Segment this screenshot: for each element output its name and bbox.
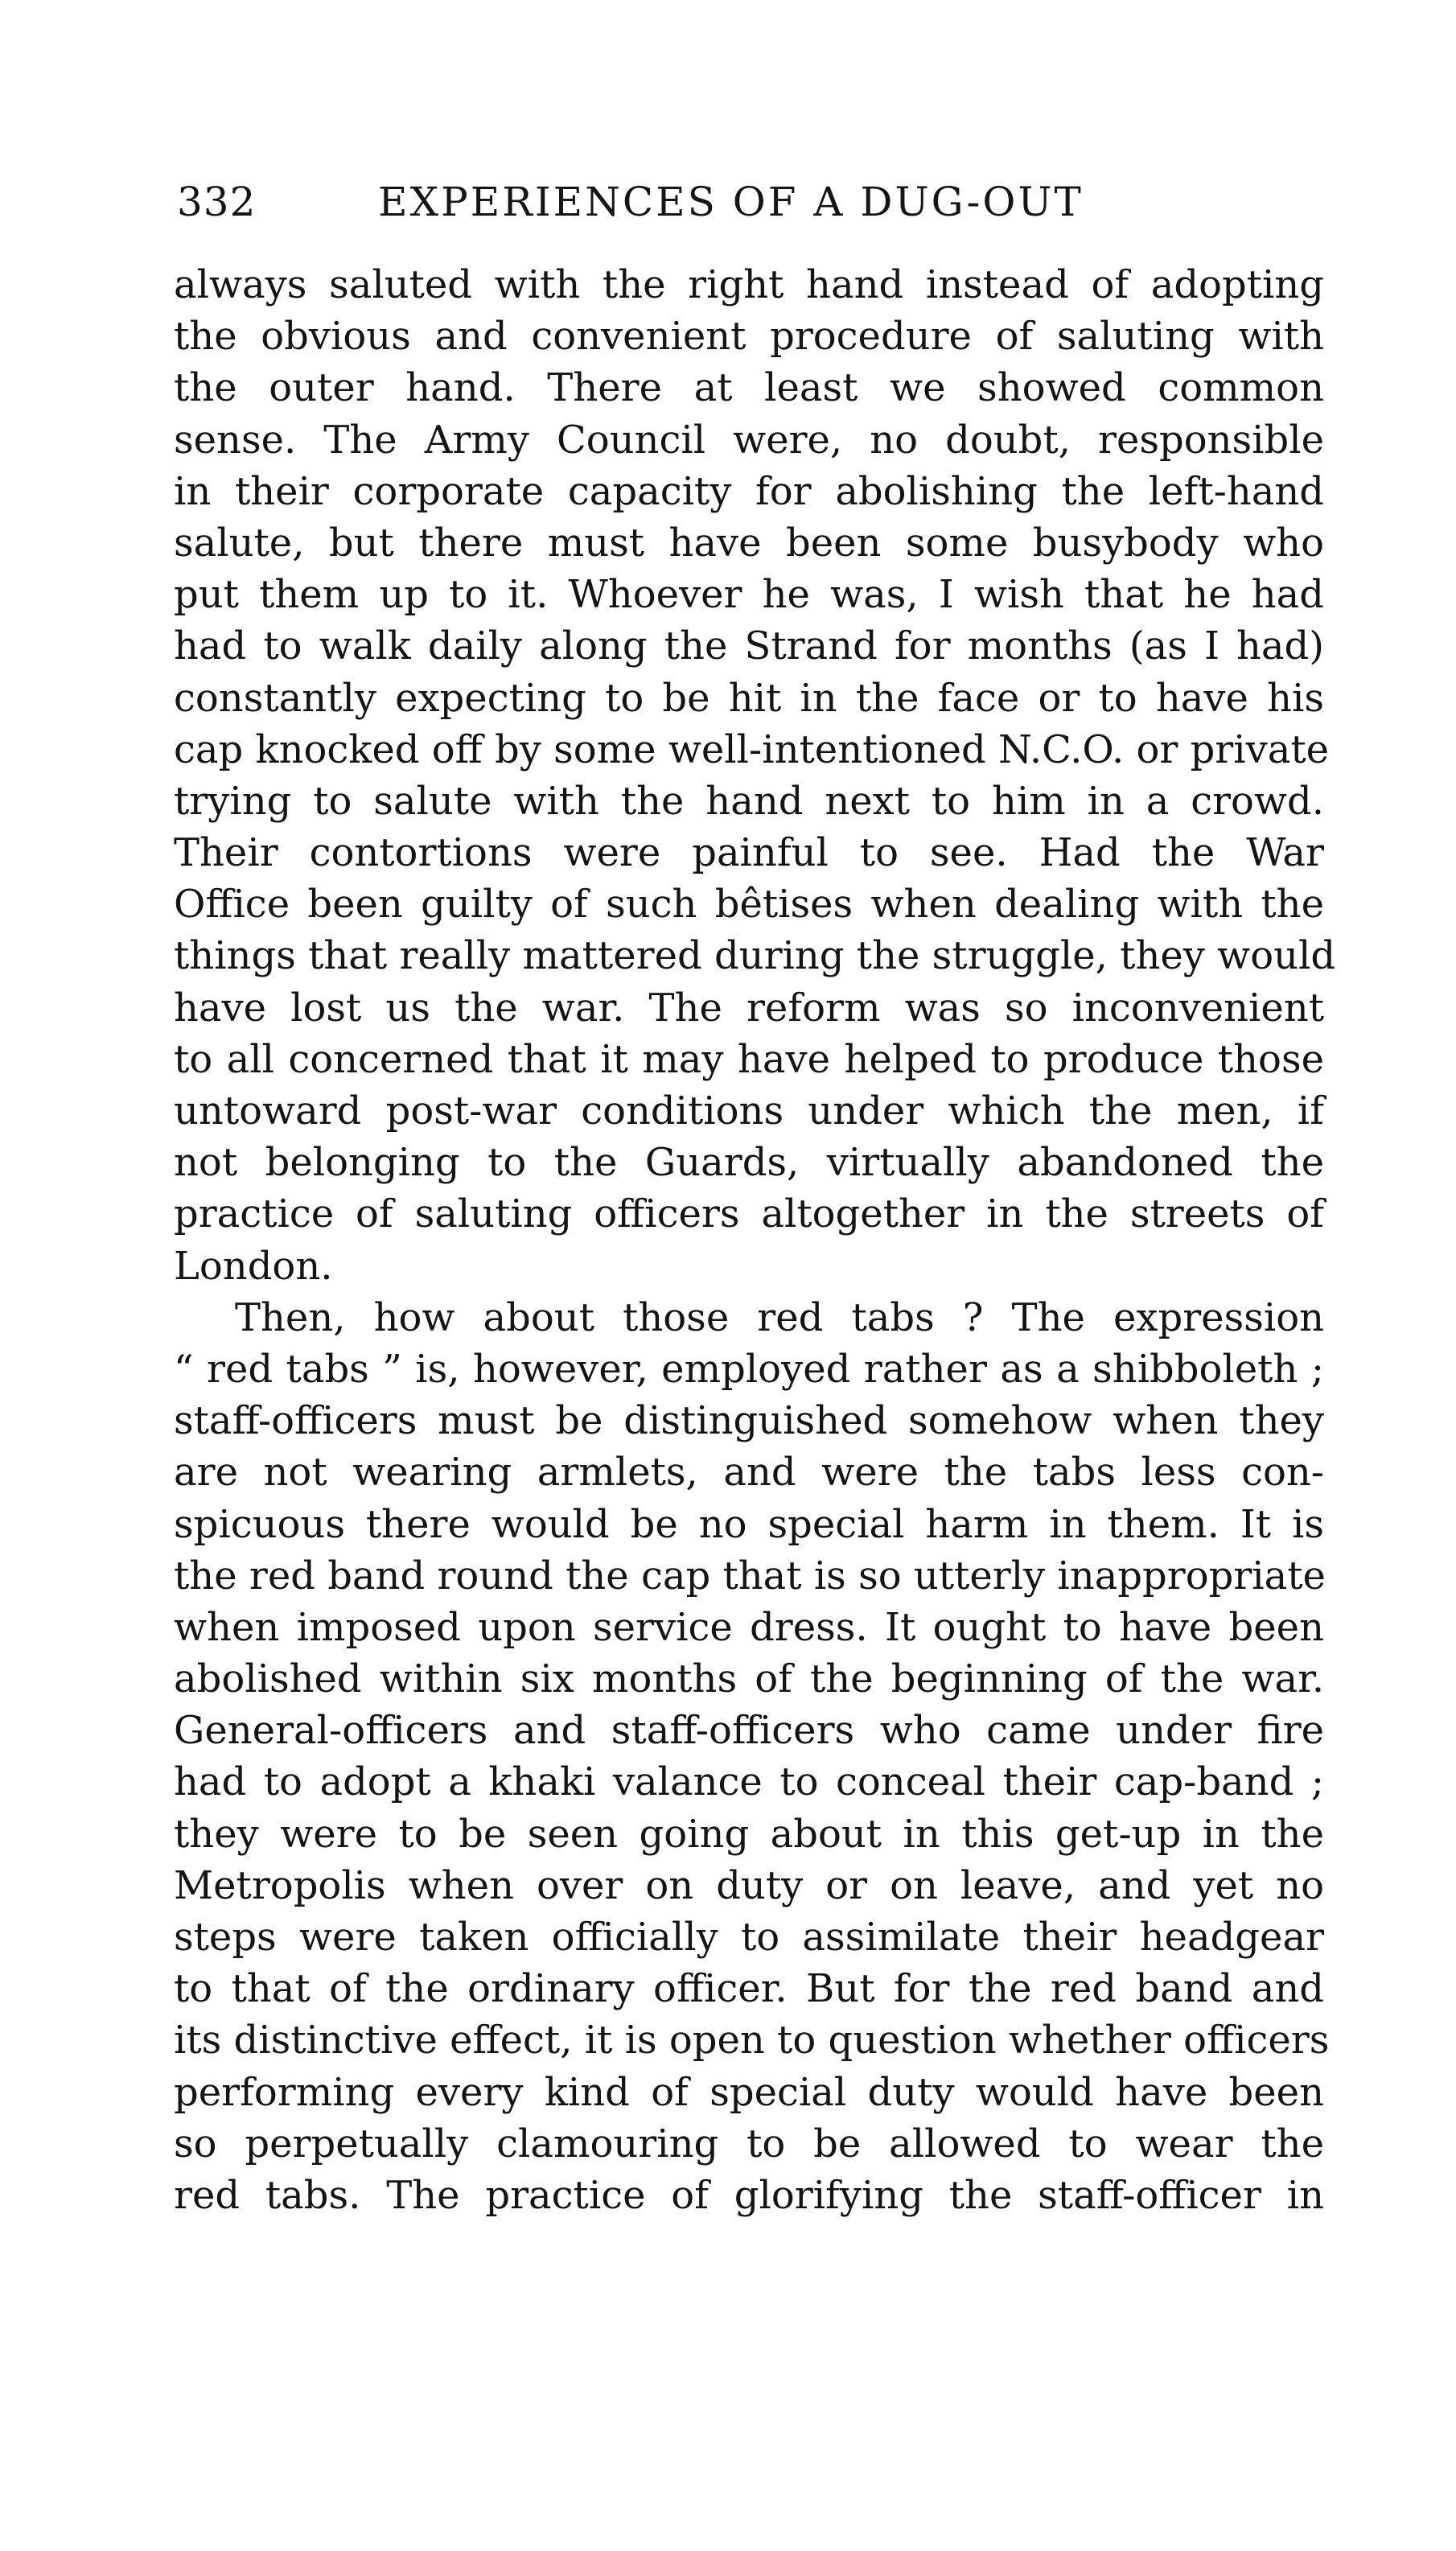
- text-line: red tabs. The practice of glorifying the staff-officer in: [174, 2172, 1324, 2218]
- text-line: spicuous there would be no special harm in them. It is: [174, 1501, 1324, 1547]
- text-line: are not wearing armlets, and were the tabs less con-: [174, 1450, 1324, 1496]
- text-line: things that really mattered during the struggle, they would: [174, 933, 1336, 979]
- text-line: performing every kind of special duty would have been: [174, 2069, 1324, 2115]
- text-line: had to adopt a khaki valance to conceal their cap-band ;: [174, 1759, 1324, 1805]
- text-line: so perpetually clamouring to be allowed to wear the: [174, 2121, 1324, 2166]
- body-text: [174, 259, 1336, 2221]
- text-line: abolished within six months of the beginning of the war.: [174, 1656, 1324, 1702]
- text-line: trying to salute with the hand next to him in a crowd.: [174, 778, 1324, 824]
- text-line: in their corporate capacity for abolishing the left-hand: [174, 468, 1324, 514]
- text-line: have lost us the war. The reform was so inconvenient: [174, 985, 1324, 1031]
- text-line: “ red tabs ” is, however, employed rather as a shibboleth ;: [174, 1346, 1324, 1392]
- text-line: Metropolis when over on duty or on leave, and yet no: [174, 1862, 1324, 1908]
- text-line: to all concerned that it may have helped to produce those: [174, 1036, 1324, 1082]
- text-line: practice of saluting officers altogether in the streets of: [174, 1191, 1324, 1237]
- text-line: constantly expecting to be hit in the face or to have his: [174, 675, 1324, 721]
- text-line: its distinctive effect, it is open to question whether officers: [174, 2018, 1330, 2063]
- text-line: salute, but there must have been some busybody who: [174, 520, 1324, 566]
- text-line: cap knocked off by some well-intentioned N.C.O. or private: [174, 726, 1330, 772]
- text-line: steps were taken officially to assimilate their headgear: [174, 1915, 1324, 1960]
- text-line: Office been guilty of such bêtises when dealing with the: [174, 882, 1324, 928]
- text-line: Their contortions were painful to see. Had the War: [174, 830, 1324, 876]
- text-line: the obvious and convenient procedure of saluting with: [174, 314, 1324, 360]
- text-line: the red band round the cap that is so utterly inappropriate: [174, 1553, 1326, 1598]
- page-number: 332: [177, 179, 257, 225]
- text-line: the outer hand. There at least we showed common: [174, 365, 1324, 411]
- text-line: not belonging to the Guards, virtually abandoned the: [174, 1140, 1324, 1186]
- text-line: untoward post-war conditions under which the men, if: [174, 1088, 1324, 1134]
- paragraph-end-line: London.: [174, 1243, 333, 1289]
- text-line: General-officers and staff-officers who came under fire: [174, 1708, 1324, 1754]
- text-line: when imposed upon service dress. It ought to have been: [174, 1604, 1324, 1650]
- text-line: put them up to it. Whoever he was, I wish that he had: [174, 572, 1324, 618]
- text-line: sense. The Army Council were, no doubt, responsible: [174, 417, 1324, 463]
- text-line: staff-officers must be distinguished somehow when they: [174, 1398, 1324, 1444]
- running-head: [177, 179, 1319, 235]
- text-line: had to walk daily along the Strand for months (as I had): [174, 623, 1324, 669]
- text-line: they were to be seen going about in this get-up in the: [174, 1811, 1324, 1857]
- paragraph-start-line: Then, how about those red tabs ? The expression: [235, 1294, 1324, 1340]
- text-line: to that of the ordinary officer. But for the red band and: [174, 1966, 1324, 2012]
- text-line: always saluted with the right hand instead of adopting: [174, 262, 1324, 307]
- running-title: EXPERIENCES OF A DUG-OUT: [378, 179, 1084, 225]
